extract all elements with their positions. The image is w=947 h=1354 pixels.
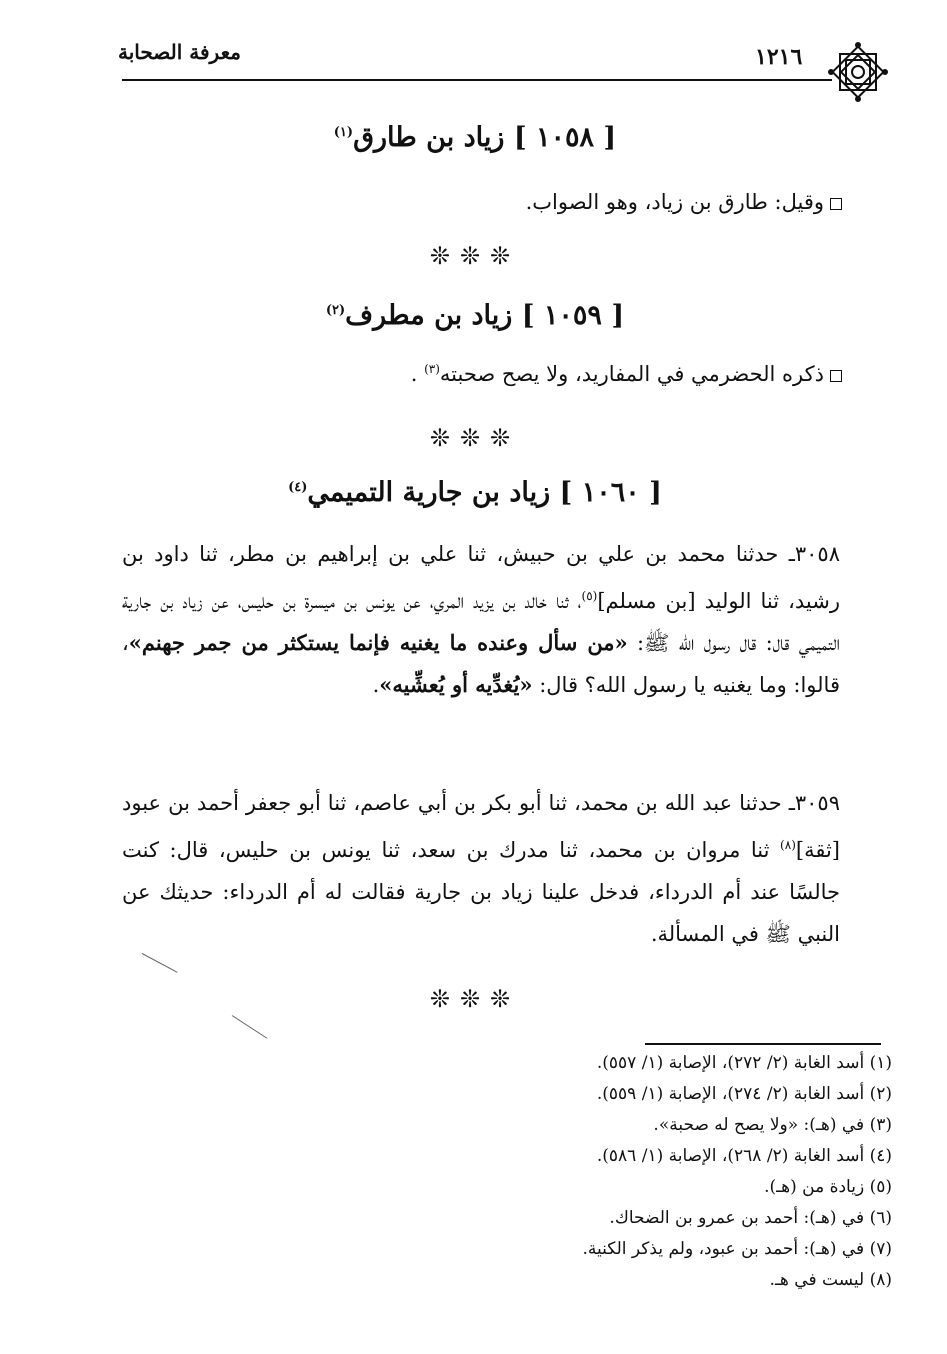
hadith-3058 <box>122 533 840 706</box>
entry-heading-1058 <box>120 122 830 153</box>
header-rule <box>122 79 832 81</box>
footnote-ref: (٣) <box>424 362 440 376</box>
footnotes <box>582 1048 892 1296</box>
footnote-2: (٢) أسد الغابة (٢/ ٢٧٤)، الإصابة (١/ ٥٥٩). <box>596 1084 892 1104</box>
footnote-ref: (٨) <box>780 838 796 852</box>
footnote-4: (٤) أسد الغابة (٢/ ٢٦٨)، الإصابة (١/ ٥٨٦). <box>596 1146 892 1166</box>
entry-heading-1060 <box>120 477 830 508</box>
hadith-text: ٣٠٥٨ـ حدثنا محمد بن علي بن حبيش، ثنا علي بن إبراهيم بن مطر، ثنا داود بن رشيد، ثنا الوليد [بن مسلم] <box>122 542 840 613</box>
footnote-ref: (١) <box>333 125 354 140</box>
footnote-1: (١) أسد الغابة (٢/ ٢٧٢)، الإصابة (١/ ٥٥٧). <box>596 1053 892 1073</box>
entry-text-end: . <box>410 362 425 386</box>
scan-mark <box>232 1015 268 1039</box>
hadith-text: . <box>372 673 380 697</box>
footnote-ref: (٤) <box>288 480 308 495</box>
entry-heading-text: [ ١٠٦٠ ] زياد بن جارية التميمي <box>307 477 662 508</box>
square-bullet-icon <box>830 370 842 382</box>
footnote-ref: (٥) <box>581 589 598 603</box>
footnote-7: (٧) في (هـ): أحمد بن عبود، ولم يذكر الكنية. <box>582 1239 892 1259</box>
hadith-quote: «من سأل وعنده ما يغنيه فإنما يستكثر من جمر جهنم» <box>128 630 628 655</box>
hadith-text: ، ثنا خالد بن يزيد المري، عن يونس بن ميسرة بن حليس، عن زياد بن جارية التميمي قال: قال رسول الله ﷺ: <box>122 589 840 655</box>
entry-line-1058 <box>526 190 842 214</box>
separator-stars: ❊❊❊ <box>429 242 521 270</box>
hadith-text: ، قالوا: وما يغنيه يا رسول الله؟ قال: <box>122 631 840 697</box>
entry-heading-1059 <box>120 300 830 331</box>
entry-line-1059 <box>411 362 842 386</box>
footnote-6: (٦) في (هـ): أحمد بن عمرو بن الضحاك. <box>609 1208 892 1228</box>
hadith-3059 <box>122 782 840 955</box>
hadith-text: ٣٠٥٩ـ حدثنا عبد الله بن محمد، ثنا أبو بكر بن أبي عاصم، ثنا أبو جعفر أحمد بن عبود [ثقة] <box>122 791 840 862</box>
hadith-text: ثنا مروان بن محمد، ثنا مدرك بن سعد، ثنا يونس بن حليس، قال: كنت جالسًا عند أم الدرداء، فدخل علينا زياد بن جارية فقالت له أم الدرداء: حديثك عن النبي ﷺ في المسألة. <box>122 838 840 946</box>
footnote-3: (٣) في (هـ): «ولا يصح له صحبة». <box>653 1115 892 1135</box>
scan-mark <box>142 953 178 973</box>
square-bullet-icon <box>830 198 842 210</box>
separator-stars: ❊❊❊ <box>429 424 521 452</box>
entry-text: ذكره الحضرمي في المفاريد، ولا يصح صحبته <box>439 362 824 386</box>
entry-heading-text: [ ١٠٥٩ ] زياد بن مطرف <box>345 300 625 331</box>
hadith-quote: «يُغدِّيه أو يُعشِّيه» <box>379 672 533 697</box>
entry-text: وقيل: طارق بن زياد، وهو الصواب. <box>525 190 824 214</box>
footnote-ref: (٢) <box>325 303 346 318</box>
footnote-rule <box>645 1043 881 1045</box>
page-number: ١٢١٦ <box>755 44 803 70</box>
ornament-icon <box>826 40 890 104</box>
footnote-8: (٨) ليست في هـ. <box>769 1270 892 1290</box>
footnote-5: (٥) زيادة من (هـ). <box>764 1177 892 1197</box>
entry-heading-text: [ ١٠٥٨ ] زياد بن طارق <box>353 122 617 153</box>
separator-stars: ❊❊❊ <box>429 985 521 1013</box>
running-title: معرفة الصحابة <box>118 40 241 64</box>
